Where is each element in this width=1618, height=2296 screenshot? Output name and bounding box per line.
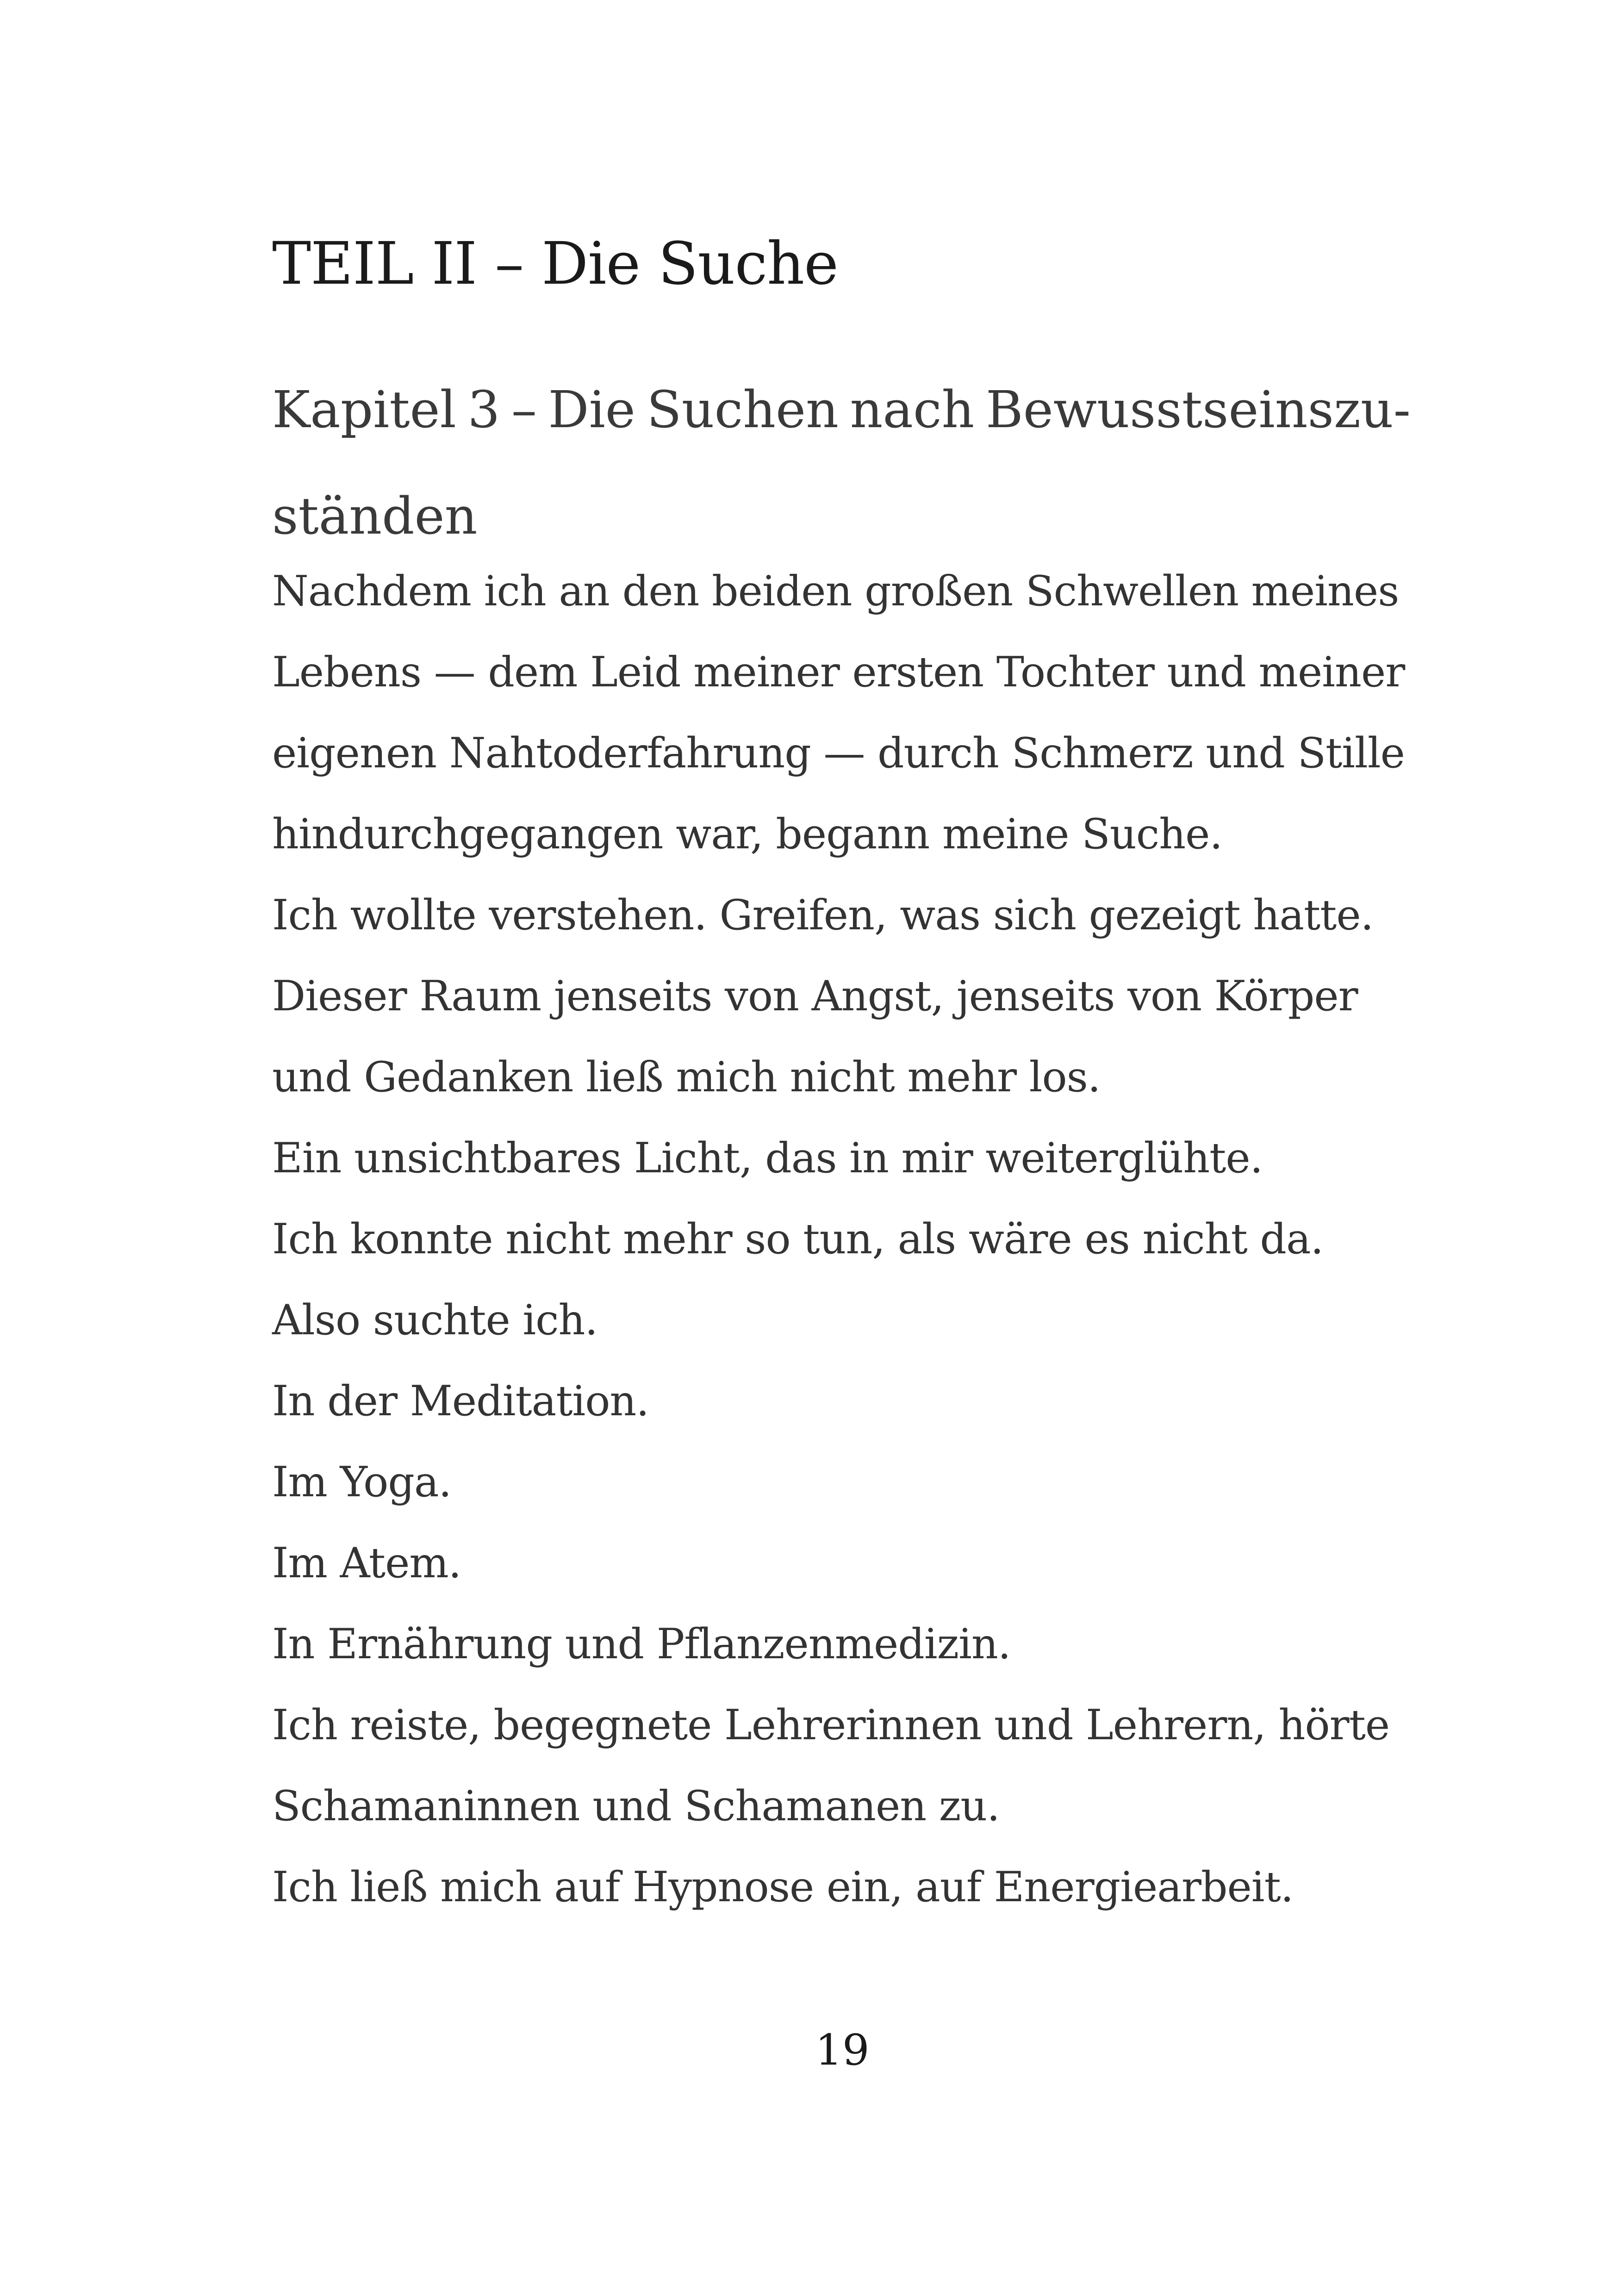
text-line: Im Atem. — [272, 1539, 461, 1587]
text-line: In Ernährung und Pflanzenmedizin. — [272, 1620, 1011, 1668]
text-line: und Gedanken ließ mich nicht mehr los. — [272, 1053, 1101, 1101]
text-line: Ein unsichtbares Licht, das in mir weiterglühte. — [272, 1134, 1263, 1182]
text-line: eigenen Nahtoderfahrung — durch Schmerz und Stille — [272, 729, 1405, 778]
chapter-title-word: Bewusstseinszu- — [985, 380, 1411, 439]
chapter-title-word: Die — [548, 380, 635, 439]
text-line: hindurchgegangen war, begann meine Suche. — [272, 810, 1223, 859]
chapter-title-word: nach — [850, 380, 975, 439]
text-line: Ich ließ mich auf Hypnose ein, auf Energiearbeit. — [272, 1863, 1294, 1911]
page-number: 19 — [815, 2025, 870, 2075]
chapter-title — [272, 356, 1411, 569]
chapter-title-word: – — [511, 380, 537, 439]
text-line: Nachdem ich an den beiden großen Schwellen meines — [272, 567, 1399, 616]
text-line: Ich reiste, begegnete Lehrerinnen und Lehrern, hörte — [272, 1701, 1390, 1749]
text-line: Ich wollte verstehen. Greifen, was sich gezeigt hatte. — [272, 891, 1374, 940]
text-line: Lebens — dem Leid meiner ersten Tochter und meiner — [272, 648, 1405, 697]
chapter-title-line-1 — [272, 356, 1411, 463]
text-line: Schamaninnen und Schamanen zu. — [272, 1782, 1000, 1830]
text-line: In der Meditation. — [272, 1377, 649, 1425]
part-title: TEIL II – Die Suche — [272, 230, 838, 298]
text-line: Im Yoga. — [272, 1458, 452, 1506]
body-text — [272, 551, 1420, 1928]
text-line: Also suchte ich. — [272, 1296, 598, 1344]
text-line: Dieser Raum jenseits von Angst, jenseits von Körper — [272, 972, 1358, 1020]
chapter-title-line-2: ständen — [272, 486, 478, 546]
chapter-title-word: Suchen — [647, 380, 839, 439]
text-line: Ich konnte nicht mehr so tun, als wäre es nicht da. — [272, 1215, 1324, 1263]
chapter-title-word: Kapitel — [272, 380, 456, 439]
chapter-title-word: 3 — [467, 380, 500, 439]
